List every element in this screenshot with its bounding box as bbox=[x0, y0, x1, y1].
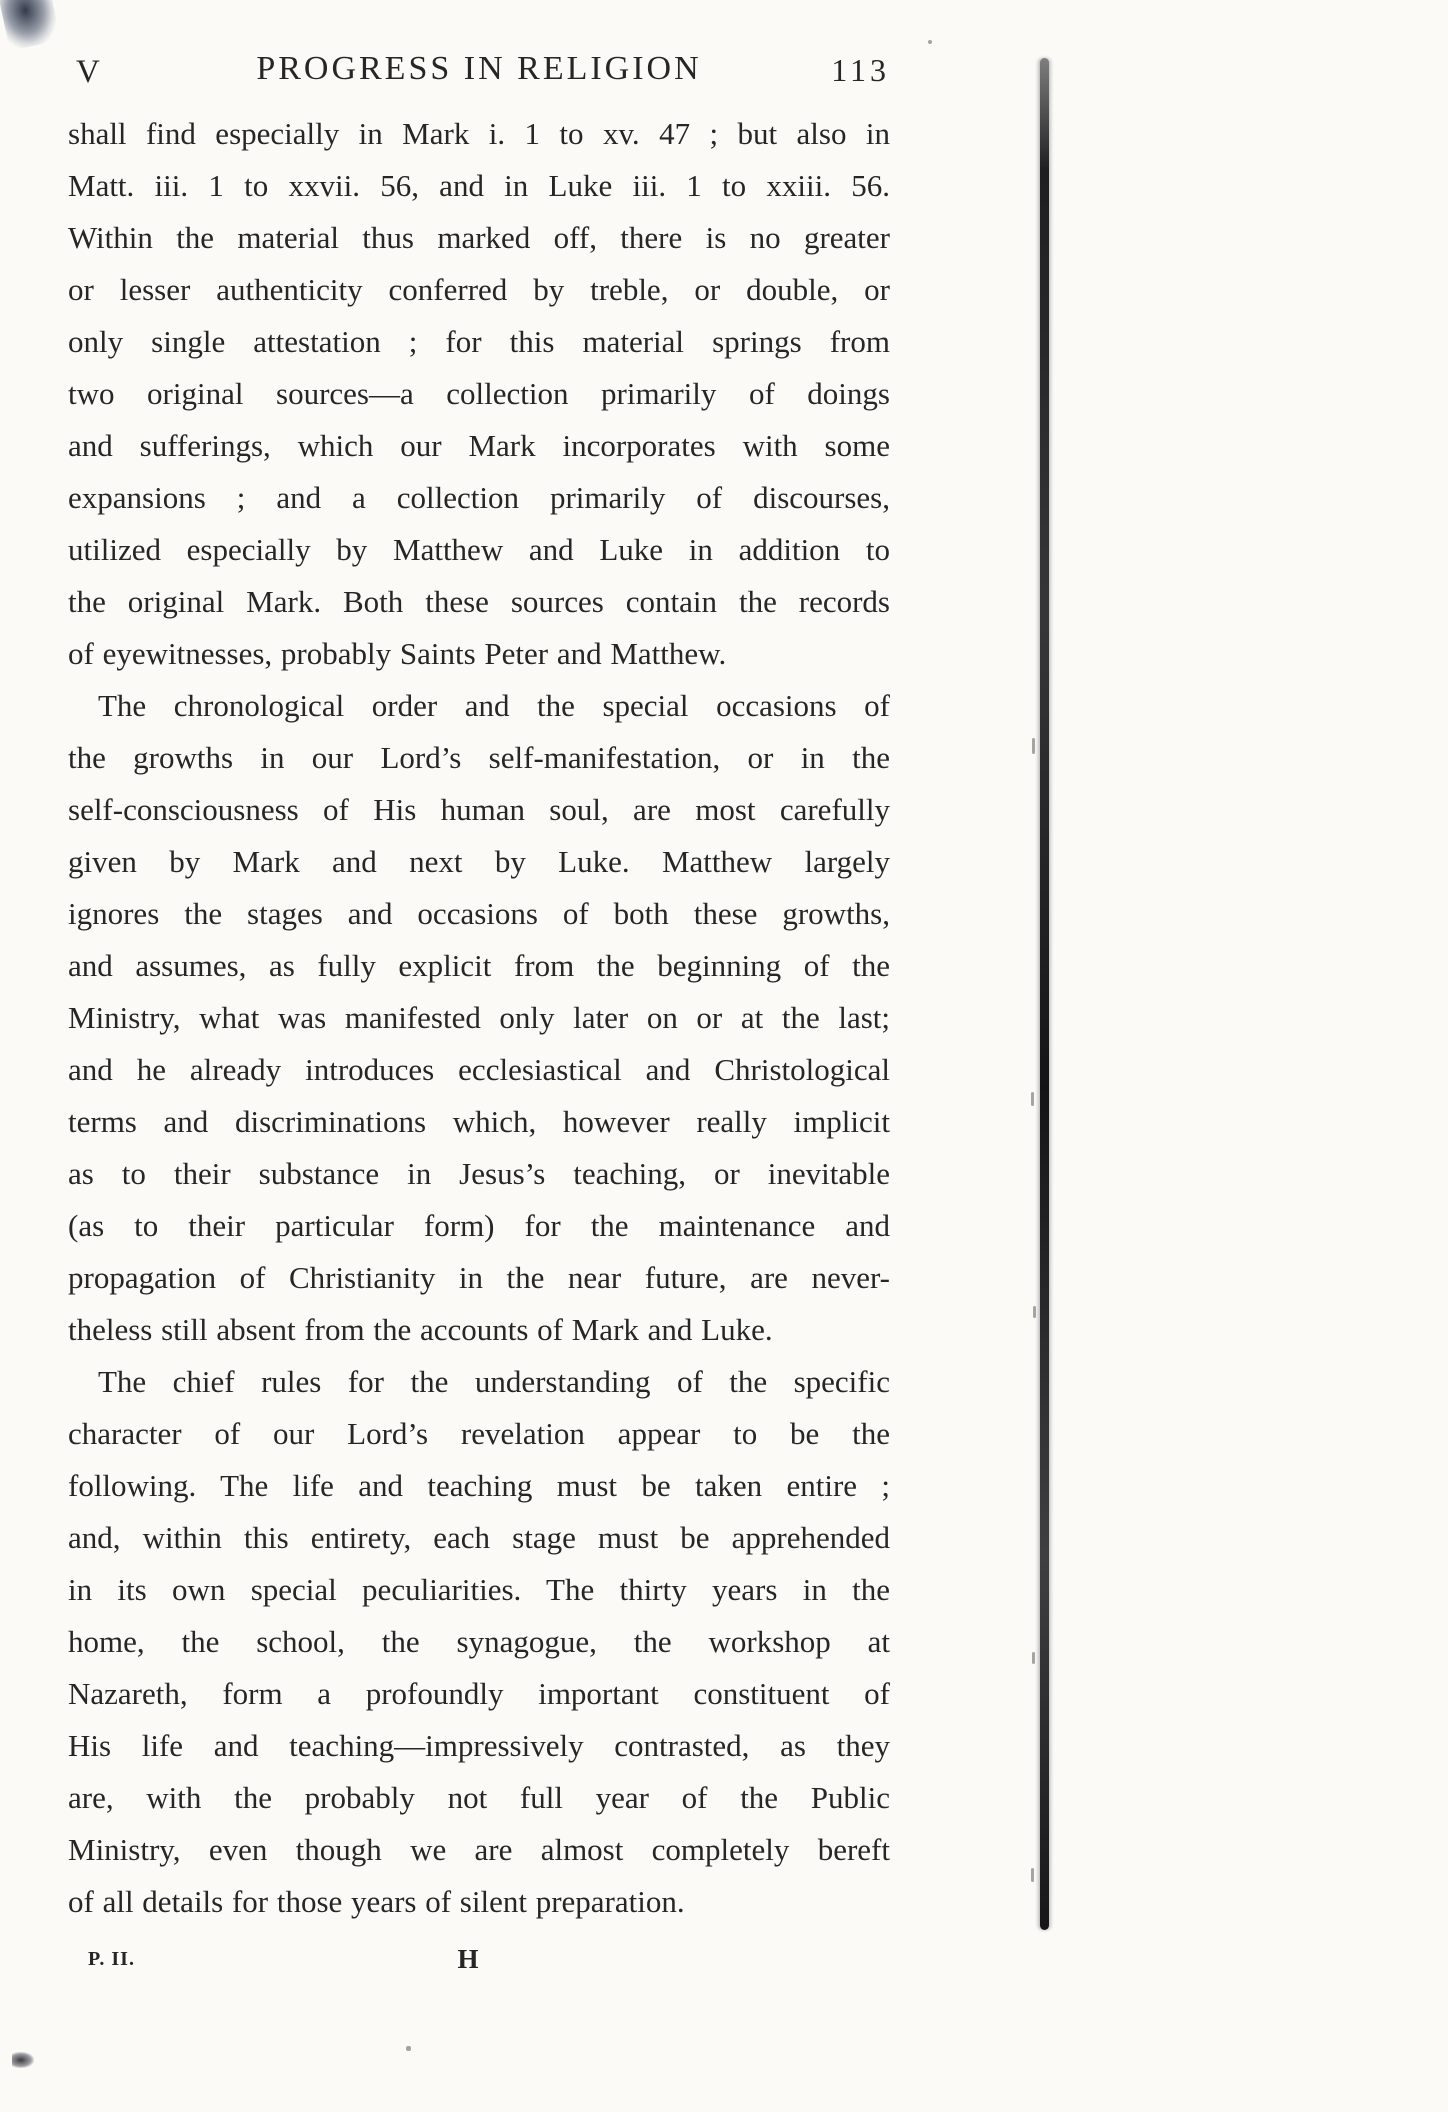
printer-signature-mark: H bbox=[457, 1944, 479, 1974]
paragraph bbox=[68, 680, 890, 1356]
volume-signature: P. II. bbox=[88, 1948, 135, 1970]
text-line: of eyewitnesses, probably Saints Peter and Matthew. bbox=[68, 636, 727, 671]
text-line: the original Mark. Both these sources contain the records bbox=[68, 584, 890, 619]
text-line: and sufferings, which our Mark incorporates with some bbox=[68, 428, 890, 463]
scan-artifact-mark bbox=[12, 2052, 34, 2068]
text-line: as to their substance in Jesus’s teaching, or inevitable bbox=[68, 1156, 890, 1191]
text-line: Nazareth, form a profoundly important constituent of bbox=[68, 1676, 890, 1711]
text-line: propagation of Christianity in the near future, are never- bbox=[68, 1260, 890, 1295]
text-line: home, the school, the synagogue, the workshop at bbox=[68, 1624, 890, 1659]
text-block bbox=[68, 108, 890, 1928]
text-line: and assumes, as fully explicit from the beginning of the bbox=[68, 948, 890, 983]
page-number: 113 bbox=[831, 52, 890, 88]
scan-artifact-speck bbox=[1032, 738, 1035, 754]
scan-artifact-speck bbox=[1032, 1652, 1035, 1664]
paragraph bbox=[68, 1356, 890, 1928]
text-line: theless still absent from the accounts of Mark and Luke. bbox=[68, 1312, 773, 1347]
text-line: Ministry, what was manifested only later on or at the last; bbox=[68, 1000, 890, 1035]
text-line: two original sources—a collection primarily of doings bbox=[68, 376, 890, 411]
text-line: utilized especially by Matthew and Luke in addition to bbox=[68, 532, 890, 567]
text-line: The chief rules for the understanding of the specific bbox=[98, 1364, 890, 1399]
text-line: terms and discriminations which, however really implicit bbox=[68, 1104, 890, 1139]
text-line: ignores the stages and occasions of both these growths, bbox=[68, 896, 890, 931]
text-line: Matt. iii. 1 to xxvii. 56, and in Luke iii. 1 to xxiii. 56. bbox=[68, 168, 890, 203]
text-line: given by Mark and next by Luke. Matthew largely bbox=[68, 844, 890, 879]
scan-artifact-speck bbox=[1031, 1868, 1034, 1882]
scan-artifact-smudge bbox=[0, 0, 61, 51]
paragraph bbox=[68, 108, 890, 680]
text-line: His life and teaching—impressively contrasted, as they bbox=[68, 1728, 890, 1763]
text-line: following. The life and teaching must be taken entire ; bbox=[68, 1468, 890, 1503]
running-title: PROGRESS IN RELIGION bbox=[256, 50, 702, 87]
scan-artifact-speck bbox=[1033, 1306, 1036, 1318]
text-line: The chronological order and the special occasions of bbox=[98, 688, 890, 723]
scan-artifact-binding-line bbox=[1040, 58, 1049, 1930]
text-line: and, within this entirety, each stage must be apprehended bbox=[68, 1520, 890, 1555]
text-line: Ministry, even though we are almost completely bereft bbox=[68, 1832, 890, 1867]
text-line: the growths in our Lord’s self-manifestation, or in the bbox=[68, 740, 890, 775]
chapter-numeral: V bbox=[76, 54, 101, 90]
text-line: and he already introduces ecclesiastical and Christological bbox=[68, 1052, 890, 1087]
text-line: are, with the probably not full year of the Public bbox=[68, 1780, 890, 1815]
text-line: or lesser authenticity conferred by treble, or double, or bbox=[68, 272, 890, 307]
page-header bbox=[68, 50, 890, 96]
scan-artifact-speck bbox=[1031, 1092, 1034, 1106]
text-line: shall find especially in Mark i. 1 to xv. 47 ; but also in bbox=[68, 116, 890, 151]
text-line: expansions ; and a collection primarily of discourses, bbox=[68, 480, 890, 515]
text-line: self-consciousness of His human soul, are most carefully bbox=[68, 792, 890, 827]
scan-artifact-speck bbox=[928, 40, 932, 44]
text-line: only single attestation ; for this material springs from bbox=[68, 324, 890, 359]
text-line: in its own special peculiarities. The thirty years in the bbox=[68, 1572, 890, 1607]
text-line: (as to their particular form) for the maintenance and bbox=[68, 1208, 890, 1243]
scan-artifact-speck bbox=[406, 2046, 411, 2051]
text-line: of all details for those years of silent preparation. bbox=[68, 1884, 685, 1919]
text-line: Within the material thus marked off, there is no greater bbox=[68, 220, 890, 255]
text-line: character of our Lord’s revelation appear to be the bbox=[68, 1416, 890, 1451]
